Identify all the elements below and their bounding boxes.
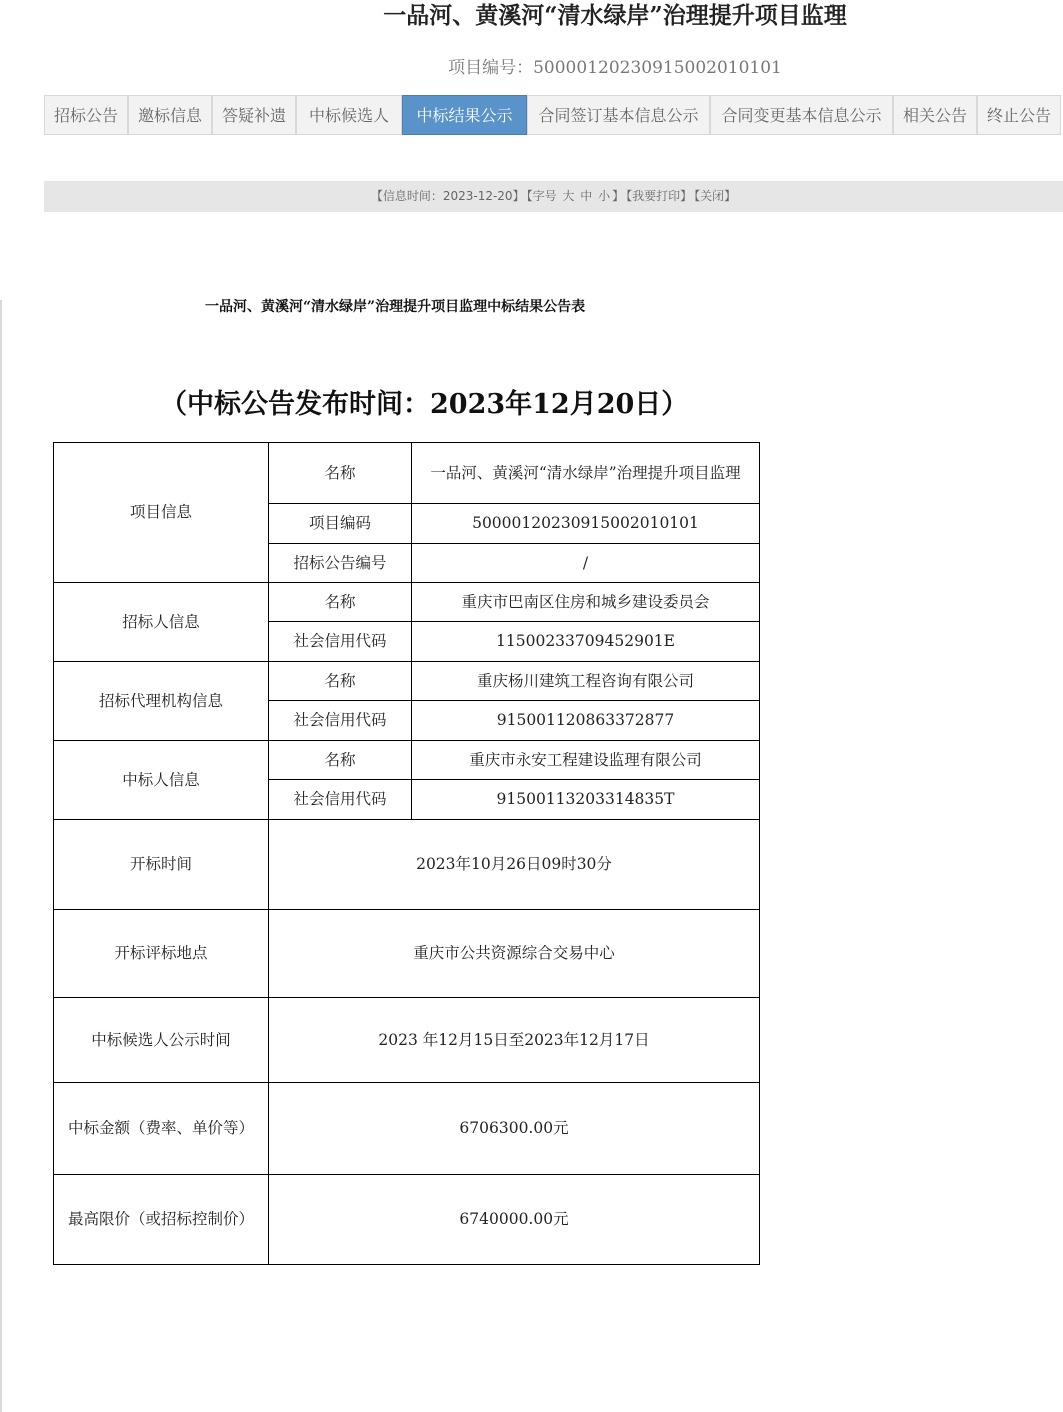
info-time: 【信息时间：2023-12-20】 [370,189,525,203]
table-row [54,998,760,1083]
winner-name-value: 重庆市永安工程建设监理有限公司 [412,741,760,780]
table-row [54,820,760,910]
table-row [54,1083,760,1175]
agency-name-value: 重庆杨川建筑工程咨询有限公司 [412,662,760,701]
tab-invitation-info[interactable]: 邀标信息 [128,95,212,135]
table-row [54,443,760,504]
tab-qa-addendum[interactable]: 答疑补遗 [212,95,296,135]
award-result-table [53,442,760,1265]
publicity-period-value: 2023 年12月15日至2023年12月17日 [269,998,760,1083]
font-size-suffix: 】 [612,189,625,203]
document-title: 一品河、黄溪河“清水绿岸”治理提升项目监理中标结果公告表 [205,299,586,315]
winner-credit-label: 社会信用代码 [269,780,412,820]
project-code-value: 50000120230915002010101 [412,504,760,544]
font-size-prefix: 【字号 [526,189,557,203]
project-info-label: 项目信息 [54,443,269,583]
page-left-border [0,300,2,1412]
table-row [54,741,760,780]
tab-award-result[interactable]: 中标结果公示 [402,95,527,135]
winner-name-label: 名称 [269,741,412,780]
close-link[interactable]: 【关闭】 [694,189,737,203]
agency-info-label: 招标代理机构信息 [54,662,269,741]
info-bar [44,181,1063,212]
opening-place-label: 开标评标地点 [54,910,269,998]
table-row [54,662,760,701]
bid-amount-label: 中标金额（费率、单价等） [54,1083,269,1175]
font-small-link[interactable]: 小 [598,189,611,203]
winner-info-label: 中标人信息 [54,741,269,820]
agency-credit-value: 915001120863372877 [412,701,760,741]
table-row [54,583,760,622]
project-name-label: 名称 [269,443,412,504]
font-medium-link[interactable]: 中 [580,189,593,203]
tenderer-credit-value: 11500233709452901E [412,622,760,662]
font-large-link[interactable]: 大 [562,189,575,203]
page-title: 一品河、黄溪河“清水绿岸”治理提升项目监理 [383,2,847,29]
tenderer-credit-label: 社会信用代码 [269,622,412,662]
publish-time: （中标公告发布时间：2023年12月20日） [160,389,689,420]
table-row [54,1175,760,1265]
notice-code-label: 招标公告编号 [269,544,412,583]
winner-credit-value: 91500113203314835T [412,780,760,820]
print-link[interactable]: 【我要打印】 [626,189,693,203]
project-name-value: 一品河、黄溪河“清水绿岸”治理提升项目监理 [412,443,760,504]
opening-time-value: 2023年10月26日09时30分 [269,820,760,910]
bid-amount-value: 6706300.00元 [269,1083,760,1175]
tab-termination-notice[interactable]: 终止公告 [977,95,1061,135]
tenderer-name-label: 名称 [269,583,412,622]
tab-related-notices[interactable]: 相关公告 [893,95,977,135]
publicity-period-label: 中标候选人公示时间 [54,998,269,1083]
project-code-label: 项目编码 [269,504,412,544]
tab-contract-signing[interactable]: 合同签订基本信息公示 [527,95,710,135]
tab-winning-candidates[interactable]: 中标候选人 [296,95,402,135]
notice-code-value: / [412,544,760,583]
tab-tender-notice[interactable]: 招标公告 [44,95,128,135]
tenderer-info-label: 招标人信息 [54,583,269,662]
table-row [54,910,760,998]
agency-credit-label: 社会信用代码 [269,701,412,741]
max-price-label: 最高限价（或招标控制价） [54,1175,269,1265]
agency-name-label: 名称 [269,662,412,701]
tab-contract-change[interactable]: 合同变更基本信息公示 [710,95,893,135]
opening-time-label: 开标时间 [54,820,269,910]
tenderer-name-value: 重庆市巴南区住房和城乡建设委员会 [412,583,760,622]
opening-place-value: 重庆市公共资源综合交易中心 [269,910,760,998]
max-price-value: 6740000.00元 [269,1175,760,1265]
project-code: 项目编号：500001202309150020101​01 [448,58,782,78]
